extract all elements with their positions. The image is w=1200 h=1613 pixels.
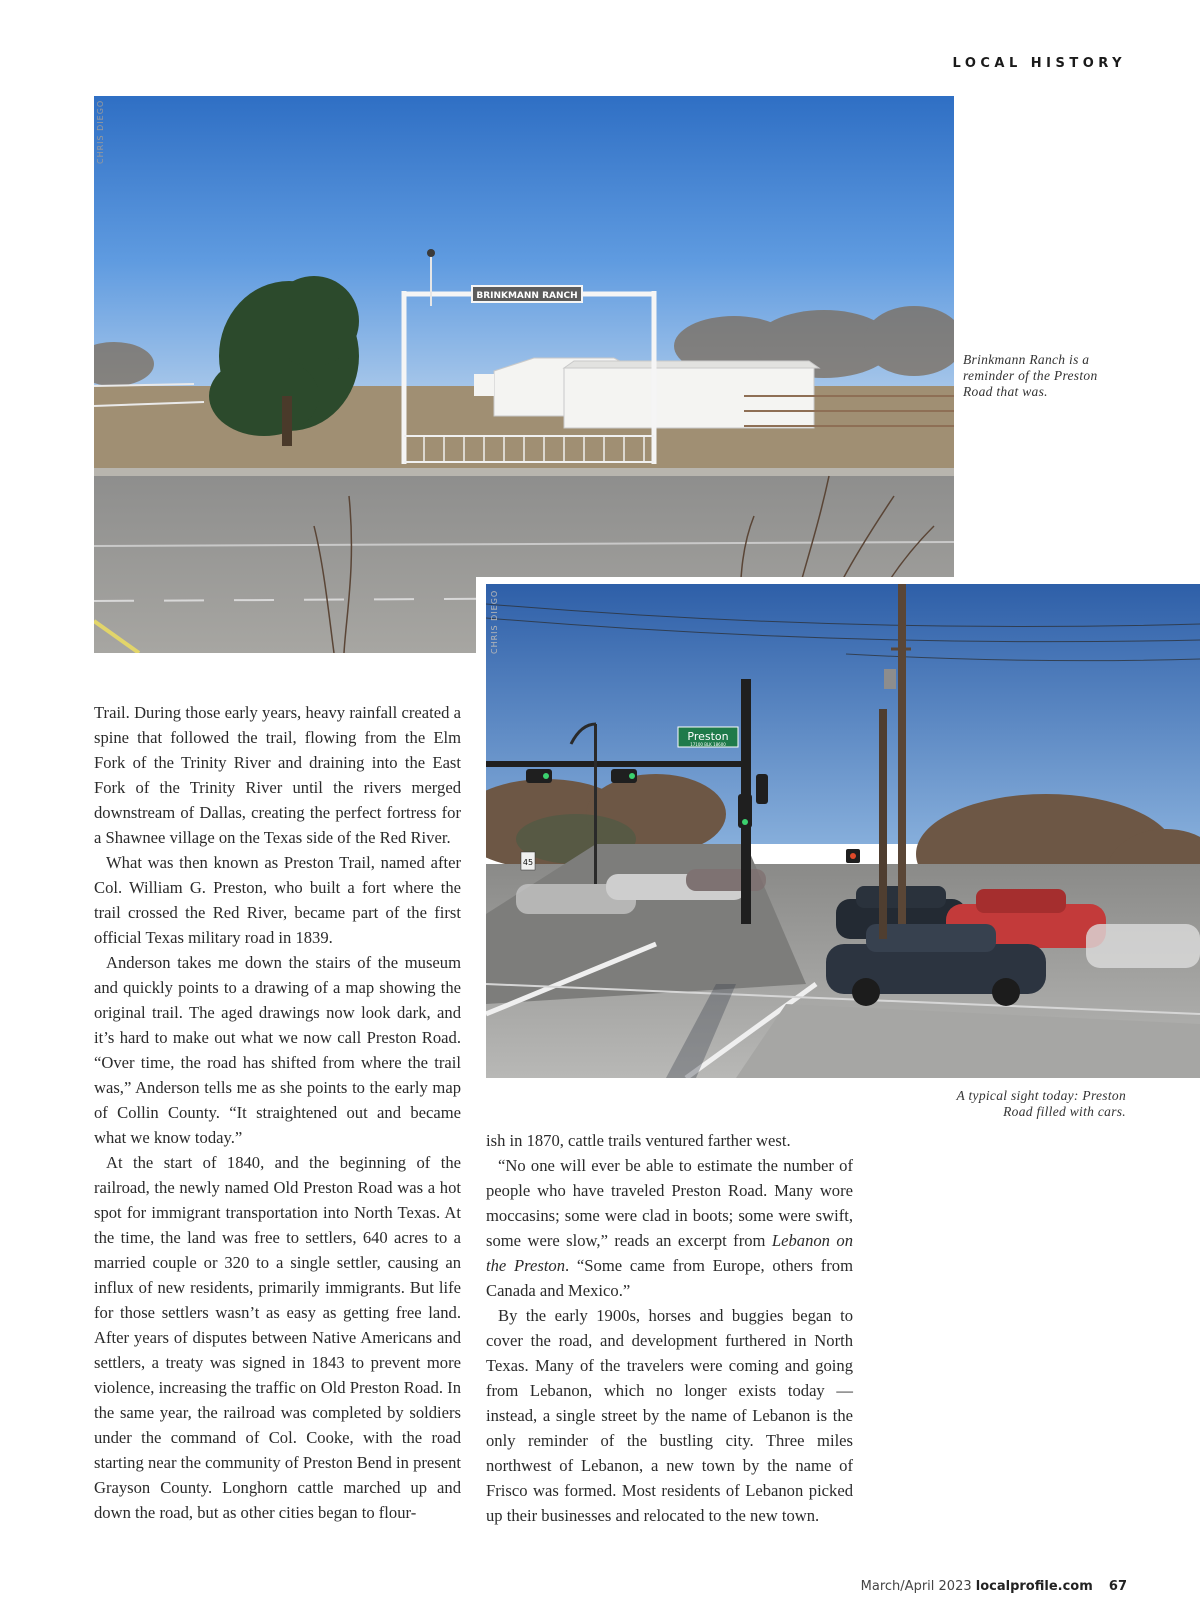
- article-column-1: [94, 700, 461, 1525]
- speed-sign-text: 45: [522, 858, 534, 867]
- brinkmann-ranch-photo: [94, 96, 954, 653]
- col1-paragraph-4: At the start of 1840, and the beginning of the railroad, the newly named Old Preston Road was a hot spot for immigrant transportation into North Texas. At the time, the land was free to settlers, 640 acres to a married couple or 320 to a single settler, causing an influx of new residents, primarily immigrants. But life for those settlers wasn’t as easy as getting free land. After years of disputes between Native Americans and settlers, a treaty was signed in 1843 to prevent more violence, increasing the traffic on Old Preston Road. In the same year, the railroad was completed by soldiers under the command of Col. Cooke, with the road starting near the community of Preston Bend in present Grayson County. Longhorn cattle marched up and down the road, but as other cities began to flour-: [94, 1153, 461, 1522]
- col2-paragraph-3: By the early 1900s, horses and buggies began to cover the road, and development furthered in North Texas. Many of the travelers were coming and going from Lebanon, which no longer exists today — instead, a single street by the name of Lebanon is the only reminder of the bustling city. Three miles northwest of Lebanon, a new town by the name of Frisco was formed. Most residents of Lebanon picked up their businesses and relocated to the new town.: [486, 1306, 853, 1525]
- ranch-sign-text: BRINKMANN RANCH: [476, 291, 578, 301]
- preston-road-traffic-photo: [486, 584, 1200, 1078]
- caption-preston-traffic: [926, 1088, 1126, 1120]
- col2-paragraph-2: [486, 1153, 853, 1303]
- col1-paragraph-1: Trail. During those early years, heavy rainfall created a spine that followed the trail, flowing from the Elm Fork of the Trinity River and draining into the East Fork of the Trinity River until the rivers merged downstream of Dallas, creating the perfect fortress for a Shawnee village on the Texas side of the Red River.: [94, 703, 461, 847]
- photo-credit-1: CHRIS DIEGO: [96, 99, 105, 164]
- col1-paragraph-2: What was then known as Preston Trail, named after Col. William G. Preston, who built a fort where the trail crossed the Red River, became part of the first official Texas military road in 1839.: [94, 853, 461, 947]
- section-label: LOCAL HISTORY: [952, 56, 1126, 71]
- col1-paragraph-3: Anderson takes me down the stairs of the museum and quickly points to a drawing of a map showing the original trail. The aged drawings now look dark, and it’s hard to make out what we now call Preston Road. “Over time, the road has shifted from where the trail was,” Anderson tells me as she points to the early map of Collin County. “It straightened out and became what we know today.”: [94, 953, 461, 1147]
- col2-paragraph-2-text-b: . “Some came from Europe, others from Canada and Mexico.”: [486, 1256, 853, 1300]
- page-footer: [861, 1579, 1127, 1594]
- issue-date: March/April 2023: [860, 1579, 972, 1594]
- caption-brinkmann: Brinkmann Ranch is a reminder of the Preston Road that was.: [963, 352, 1098, 399]
- page-number: 67: [1108, 1579, 1127, 1594]
- street-sign-text: Preston: [687, 730, 729, 743]
- book-title: Lebanon on the Preston: [486, 1231, 854, 1275]
- col2-paragraph-1: ish in 1870, cattle trails ventured farther west.: [486, 1131, 791, 1150]
- caption-line-1: A typical sight today: Preston: [956, 1088, 1126, 1103]
- site-url: localprofile.com: [975, 1579, 1093, 1594]
- photo-credit-2: CHRIS DIEGO: [490, 589, 499, 654]
- caption-line-2: Road filled with cars.: [1003, 1104, 1126, 1119]
- article-column-2: [486, 1128, 853, 1528]
- street-sign-small-text: 17100 BLK 18600: [690, 742, 726, 747]
- col2-paragraph-2-text-a: “No one will ever be able to estimate the number of people who have traveled Preston Road. Many wore moccasins; some were clad in boots; some were swift, some were slow,” reads an excerpt from: [486, 1156, 853, 1250]
